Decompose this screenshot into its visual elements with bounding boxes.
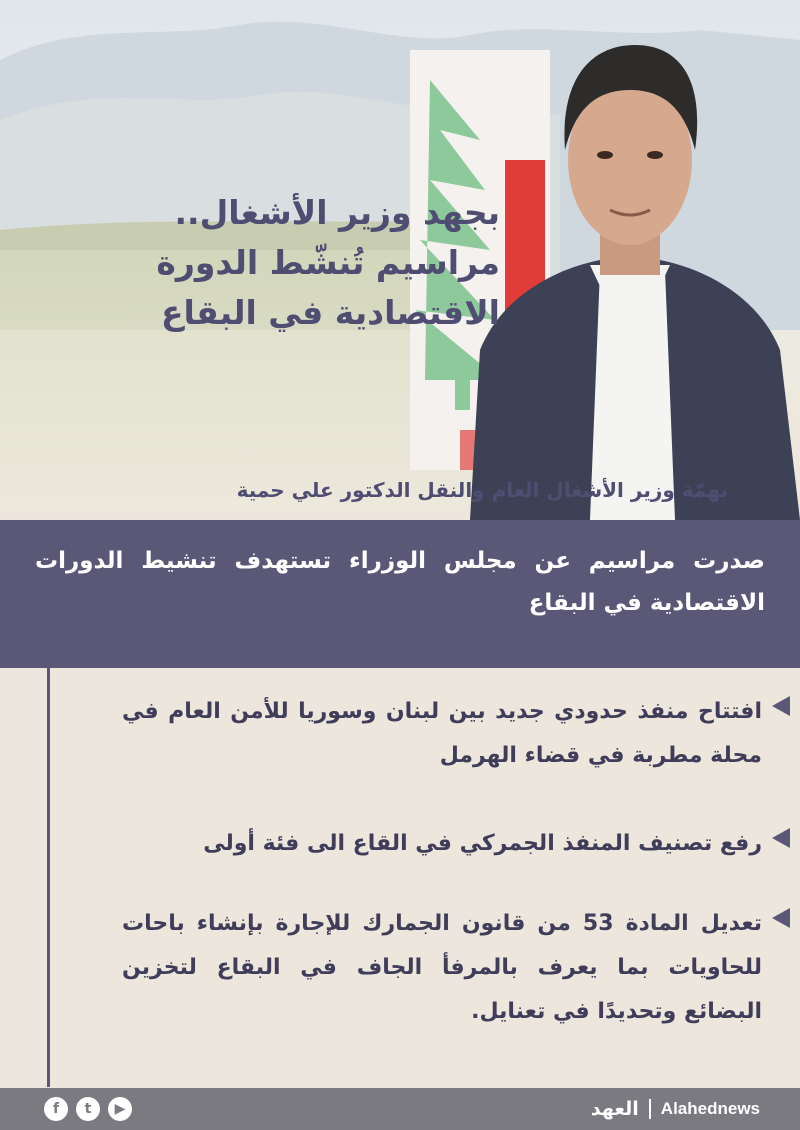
byline: بهمّة وزير الأشغال العام والنقل الدكتور علي حمية	[236, 478, 728, 502]
bullet-arrow-icon	[772, 908, 790, 928]
bullet-arrow-icon	[772, 828, 790, 848]
list-item-text: افتتاح منفذ حدودي جديد بين لبنان وسوريا للأمن العام في محلة مطربة في قضاء الهرمل	[122, 699, 762, 768]
summary-text: صدرت مراسيم عن مجلس الوزراء تستهدف تنشيط الدورات الاقتصادية في البقاع	[35, 548, 765, 616]
minister-photo	[460, 20, 800, 520]
list-item-text: تعديل المادة 53 من قانون الجمارك للإجارة بإنشاء باحات للحاويات بما يعرف بالمرفأ الجاف في البقاع لتخزين البضائع وتحديدًا في تعنايل.	[122, 911, 762, 1024]
header-image	[0, 0, 800, 520]
brand-divider	[649, 1099, 651, 1119]
timeline-line	[47, 645, 50, 1087]
headline: بجهد وزير الأشغال.. مراسيم تُنشّط الدورة الاقتصادية في البقاع	[156, 193, 500, 332]
bullet-arrow-icon	[772, 696, 790, 716]
brand	[591, 1097, 760, 1121]
list-item-text: رفع تصنيف المنفذ الجمركي في القاع الى فئة أولى	[203, 831, 762, 856]
list-item	[122, 902, 762, 1034]
youtube-icon[interactable]: ▶	[108, 1097, 132, 1121]
brand-logo: العهد	[590, 1098, 639, 1120]
list-item	[122, 690, 762, 778]
social-links	[44, 1097, 132, 1121]
facebook-icon[interactable]: f	[44, 1097, 68, 1121]
twitter-icon[interactable]: t	[76, 1097, 100, 1121]
site-name: Alahednews	[660, 1099, 760, 1118]
list-item	[122, 822, 762, 866]
